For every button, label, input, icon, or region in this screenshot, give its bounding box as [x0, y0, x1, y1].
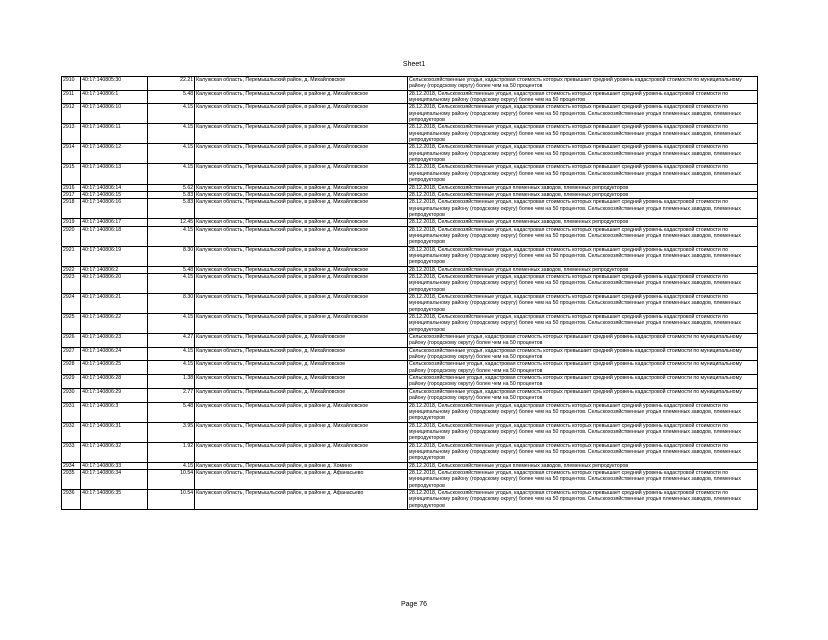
cell-location: Калужская область, Перемышльский район, в районе д. Михайловское	[195, 402, 408, 422]
cell-description: 28.12.2018, Сельскохозяйственные угодья, кадастровая стоимость которых превышает средний уровень кадастровой стоимости по муниципальному району (городскому округу) более чем на 50 процентов. Сельскохозяйственные угодья племенных заводов, племенных репродукторов	[407, 469, 757, 489]
cell-value: 4.15	[147, 361, 194, 375]
cell-row-number: 2927	[62, 347, 81, 361]
cell-row-number: 2917	[62, 191, 81, 198]
cell-description: Сельскохозяйственные угодья, кадастровая стоимость которых превышает средний уровень кадастровой стоимости по муниципальному району (городскому округу) более чем на 50 процентов	[407, 347, 757, 361]
cell-description: 28.12.2018, Сельскохозяйственные угодья племенных заводов, племенных репродукторов	[407, 184, 757, 191]
cell-value: 1.38	[147, 375, 194, 389]
table-row	[62, 469, 758, 489]
cell-description: 28.12.2018, Сельскохозяйственные угодья племенных заводов, племенных репродукторов	[407, 462, 757, 469]
cell-cadastral-number: 40:17:140805:30	[81, 77, 148, 91]
cell-cadastral-number: 40:17:140806:10	[81, 104, 148, 124]
cell-value: 5.48	[147, 90, 194, 104]
cell-value: 4.15	[147, 104, 194, 124]
cell-location: Калужская область, Перемышльский район, д. Михайловское	[195, 77, 408, 91]
cell-location: Калужская область, Перемышльский район, в районе д. Михайловское	[195, 219, 408, 226]
cell-location: Калужская область, Перемышльский район, в районе д. Михайловское	[195, 164, 408, 184]
cell-value: 8.30	[147, 246, 194, 266]
cell-row-number: 2918	[62, 199, 81, 219]
cell-value: 12.45	[147, 219, 194, 226]
table-row	[62, 294, 758, 314]
cell-value: 22.21	[147, 77, 194, 91]
cell-cadastral-number: 40:17:140806:12	[81, 144, 148, 164]
cell-location: Калужская область, Перемышльский район, д. Михайловское	[195, 388, 408, 402]
cell-value: 2.77	[147, 388, 194, 402]
cell-cadastral-number: 40:17:140806:31	[81, 422, 148, 442]
cell-description: 28.12.2018, Сельскохозяйственные угодья, кадастровая стоимость которых превышает средний уровень кадастровой стоимости по муниципальному району (городскому округу) более чем на 50 процентов. Сельскохозяйственные угодья племенных заводов, племенных репродукторов	[407, 246, 757, 266]
cell-description: 28.12.2018, Сельскохозяйственные угодья, кадастровая стоимость которых превышает средний уровень кадастровой стоимости по муниципальному району (городскому округу) более чем на 50 процентов. Сельскохозяйственные угодья племенных заводов, племенных репродукторов	[407, 314, 757, 334]
cell-description: 28.12.2018, Сельскохозяйственные угодья, кадастровая стоимость которых превышает средний уровень кадастровой стоимости по муниципальному району (городскому округу) более чем на 50 процентов. Сельскохозяйственные угодья племенных заводов, племенных репродукторов	[407, 124, 757, 144]
cell-description: 28.12.2018, Сельскохозяйственные угодья, кадастровая стоимость которых превышает средний уровень кадастровой стоимости по муниципальному району (городскому округу) более чем на 50 процентов. Сельскохозяйственные угодья племенных заводов, племенных репродукторов	[407, 273, 757, 293]
cell-cadastral-number: 40:17:140806:22	[81, 314, 148, 334]
cell-row-number: 2911	[62, 90, 81, 104]
cell-row-number: 2935	[62, 469, 81, 489]
cell-row-number: 2932	[62, 422, 81, 442]
cell-cadastral-number: 40:17:140806:23	[81, 334, 148, 348]
table-row	[62, 199, 758, 219]
cell-value: 10.54	[147, 489, 194, 509]
cell-cadastral-number: 40:17:140806:11	[81, 124, 148, 144]
cell-cadastral-number: 40:17:140806:21	[81, 294, 148, 314]
cell-location: Калужская область, Перемышльский район, в районе д. Михайловское	[195, 226, 408, 246]
cell-row-number: 2925	[62, 314, 81, 334]
cell-cadastral-number: 40:17:140806:13	[81, 164, 148, 184]
cell-value: 10.54	[147, 469, 194, 489]
cell-row-number: 2912	[62, 104, 81, 124]
cell-row-number: 2919	[62, 219, 81, 226]
table-row	[62, 124, 758, 144]
cell-value: 4.15	[147, 314, 194, 334]
table-row	[62, 191, 758, 198]
table-row	[62, 77, 758, 91]
cell-cadastral-number: 40:17:140806:1	[81, 90, 148, 104]
cell-location: Калужская область, Перемышльский район, в районе д. Афанасьево	[195, 489, 408, 509]
cell-cadastral-number: 40:17:140806:2	[81, 266, 148, 273]
cell-row-number: 2934	[62, 462, 81, 469]
cell-value: 8.30	[147, 294, 194, 314]
cell-cadastral-number: 40:17:140806:17	[81, 219, 148, 226]
cell-location: Калужская область, Перемышльский район, в районе д. Михайловское	[195, 314, 408, 334]
cell-description: 28.12.2018, Сельскохозяйственные угодья, кадастровая стоимость которых превышает средний уровень кадастровой стоимости по муниципальному району (городскому округу) более чем на 50 процентов. Сельскохозяйственные угодья племенных заводов, племенных репродукторов	[407, 489, 757, 509]
cell-cadastral-number: 40:17:140806:14	[81, 184, 148, 191]
cell-description: 28.12.2018, Сельскохозяйственные угодья, кадастровая стоимость которых превышает средний уровень кадастровой стоимости по муниципальному району (городскому округу) более чем на 50 процентов. Сельскохозяйственные угодья племенных заводов, племенных репродукторов	[407, 226, 757, 246]
cell-row-number: 2913	[62, 124, 81, 144]
cell-cadastral-number: 40:17:140806:24	[81, 347, 148, 361]
cell-value: 5.83	[147, 199, 194, 219]
cell-row-number: 2929	[62, 375, 81, 389]
cell-description: 28.12.2018, Сельскохозяйственные угодья, кадастровая стоимость которых превышает средний уровень кадастровой стоимости по муниципальному району (городскому округу) более чем на 50 процентов. Сельскохозяйственные угодья племенных заводов, племенных репродукторов	[407, 104, 757, 124]
table-row	[62, 334, 758, 348]
cell-row-number: 2916	[62, 184, 81, 191]
cell-cadastral-number: 40:17:140806:16	[81, 199, 148, 219]
cell-description: Сельскохозяйственные угодья, кадастровая стоимость которых превышает средний уровень кадастровой стоимости по муниципальному району (городскому округу) более чем на 50 процентов	[407, 375, 757, 389]
cell-value: 4.15	[147, 462, 194, 469]
cell-location: Калужская область, Перемышльский район, в районе д. Михайловское	[195, 191, 408, 198]
cell-location: Калужская область, Перемышльский район, в районе д. Михайловское	[195, 422, 408, 442]
table-row	[62, 273, 758, 293]
cell-description: 28.12.2018, Сельскохозяйственные угодья, кадастровая стоимость которых превышает средний уровень кадастровой стоимости по муниципальному району (городскому округу) более чем на 50 процентов. Сельскохозяйственные угодья племенных заводов, племенных репродукторов	[407, 442, 757, 462]
records-table	[61, 76, 758, 510]
cell-description: 28.12.2018, Сельскохозяйственные угодья, кадастровая стоимость которых превышает средний уровень кадастровой стоимости по муниципальному району (городскому округу) более чем на 50 процентов. Сельскохозяйственные угодья племенных заводов, племенных репродукторов	[407, 164, 757, 184]
table-row	[62, 266, 758, 273]
cell-description: Сельскохозяйственные угодья, кадастровая стоимость которых превышает средний уровень кадастровой стоимости по муниципальному району (городскому округу) более чем на 50 процентов	[407, 388, 757, 402]
cell-description: 28.12.2018, Сельскохозяйственные угодья племенных заводов, племенных репродукторов	[407, 219, 757, 226]
cell-row-number: 2910	[62, 77, 81, 91]
table-row	[62, 164, 758, 184]
table-row	[62, 347, 758, 361]
cell-row-number: 2924	[62, 294, 81, 314]
cell-value: 5.83	[147, 191, 194, 198]
table-row	[62, 442, 758, 462]
cell-cadastral-number: 40:17:140806:25	[81, 361, 148, 375]
cell-cadastral-number: 40:17:140806:34	[81, 469, 148, 489]
cell-location: Калужская область, Перемышльский район, в районе д. Михайловское	[195, 144, 408, 164]
table-row	[62, 388, 758, 402]
cell-location: Калужская область, Перемышльский район, в районе д. Михайловское	[195, 273, 408, 293]
cell-cadastral-number: 40:17:140806:29	[81, 388, 148, 402]
cell-row-number: 2936	[62, 489, 81, 509]
sheet-title: Sheet1	[402, 61, 426, 68]
page-number: Page 76	[400, 601, 428, 608]
cell-row-number: 2914	[62, 144, 81, 164]
cell-location: Калужская область, Перемышльский район, д. Михайловское	[195, 334, 408, 348]
cell-location: Калужская область, Перемышльский район, д. Михайловское	[195, 375, 408, 389]
cell-value: 5.48	[147, 402, 194, 422]
table-row	[62, 104, 758, 124]
cell-description: Сельскохозяйственные угодья, кадастровая стоимость которых превышает средний уровень кадастровой стоимости по муниципальному району (городскому округу) более чем на 50 процентов	[407, 361, 757, 375]
cell-location: Калужская область, Перемышльский район, в районе д. Михайловское	[195, 294, 408, 314]
cell-value: 5.62	[147, 184, 194, 191]
cell-location: Калужская область, Перемышльский район, в районе д. Михайловское	[195, 266, 408, 273]
table-row	[62, 184, 758, 191]
cell-cadastral-number: 40:17:140806:15	[81, 191, 148, 198]
cell-cadastral-number: 40:17:140806:18	[81, 226, 148, 246]
cell-row-number: 2915	[62, 164, 81, 184]
cell-value: 5.48	[147, 266, 194, 273]
table-row	[62, 489, 758, 509]
cell-cadastral-number: 40:17:140806:3	[81, 402, 148, 422]
records-table-body	[62, 77, 758, 510]
cell-cadastral-number: 40:17:140806:19	[81, 246, 148, 266]
cell-row-number: 2926	[62, 334, 81, 348]
cell-row-number: 2923	[62, 273, 81, 293]
cell-location: Калужская область, Перемышльский район, в районе д. Михайловское	[195, 124, 408, 144]
cell-value: 4.15	[147, 144, 194, 164]
cell-value: 4.15	[147, 226, 194, 246]
cell-description: 28.12.2018, Сельскохозяйственные угодья, кадастровая стоимость которых превышает средний уровень кадастровой стоимости по муниципальному району (городскому округу) более чем на 50 процентов	[407, 90, 757, 104]
cell-row-number: 2931	[62, 402, 81, 422]
cell-location: Калужская область, Перемышльский район, в районе д. Михайловское	[195, 90, 408, 104]
cell-location: Калужская область, Перемышльский район, в районе д. Михайловское	[195, 442, 408, 462]
cell-location: Калужская область, Перемышльский район, в районе д. Михайловское	[195, 184, 408, 191]
cell-location: Калужская область, Перемышльский район, в районе д. Михайловское	[195, 199, 408, 219]
cell-value: 1.92	[147, 442, 194, 462]
cell-description: 28.12.2018, Сельскохозяйственные угодья, кадастровая стоимость которых превышает средний уровень кадастровой стоимости по муниципальному району (городскому округу) более чем на 50 процентов. Сельскохозяйственные угодья племенных заводов, племенных репродукторов	[407, 144, 757, 164]
cell-cadastral-number: 40:17:140806:28	[81, 375, 148, 389]
cell-location: Калужская область, Перемышльский район, д. Михайловское	[195, 347, 408, 361]
cell-location: Калужская область, Перемышльский район, в районе д. Афанасьево	[195, 469, 408, 489]
table-row	[62, 314, 758, 334]
cell-row-number: 2933	[62, 442, 81, 462]
table-row	[62, 246, 758, 266]
table-row	[62, 402, 758, 422]
cell-description: 28.12.2018, Сельскохозяйственные угодья, кадастровая стоимость которых превышает средний уровень кадастровой стоимости по муниципальному району (городскому округу) более чем на 50 процентов. Сельскохозяйственные угодья племенных заводов, племенных репродукторов	[407, 199, 757, 219]
cell-value: 4.27	[147, 334, 194, 348]
cell-cadastral-number: 40:17:140806:32	[81, 442, 148, 462]
cell-cadastral-number: 40:17:140806:35	[81, 489, 148, 509]
cell-value: 4.15	[147, 347, 194, 361]
cell-description: 28.12.2018, Сельскохозяйственные угодья племенных заводов, племенных репродукторов	[407, 266, 757, 273]
cell-value: 4.15	[147, 124, 194, 144]
table-row	[62, 462, 758, 469]
table-row	[62, 144, 758, 164]
cell-cadastral-number: 40:17:140806:20	[81, 273, 148, 293]
table-row	[62, 219, 758, 226]
table-row	[62, 422, 758, 442]
cell-row-number: 2928	[62, 361, 81, 375]
table-row	[62, 361, 758, 375]
cell-location: Калужская область, Перемышльский район, в районе д. Михайловское	[195, 104, 408, 124]
cell-description: 28.12.2018, Сельскохозяйственные угодья, кадастровая стоимость которых превышает средний уровень кадастровой стоимости по муниципальному району (городскому округу) более чем на 50 процентов. Сельскохозяйственные угодья племенных заводов, племенных репродукторов	[407, 422, 757, 442]
cell-value: 3.95	[147, 422, 194, 442]
cell-value: 4.15	[147, 164, 194, 184]
cell-row-number: 2921	[62, 246, 81, 266]
cell-description: 28.12.2018, Сельскохозяйственные угодья, кадастровая стоимость которых превышает средний уровень кадастровой стоимости по муниципальному району (городскому округу) более чем на 50 процентов. Сельскохозяйственные угодья племенных заводов, племенных репродукторов	[407, 402, 757, 422]
cell-description: Сельскохозяйственные угодья, кадастровая стоимость которых превышает средний уровень кадастровой стоимости по муниципальному району (городскому округу) более чем на 50 процентов	[407, 334, 757, 348]
cell-description: 28.12.2018, Сельскохозяйственные угодья, кадастровая стоимость которых превышает средний уровень кадастровой стоимости по муниципальному району (городскому округу) более чем на 50 процентов. Сельскохозяйственные угодья племенных заводов, племенных репродукторов	[407, 294, 757, 314]
cell-description: 28.12.2018, Сельскохозяйственные угодья племенных заводов, племенных репродукторов	[407, 191, 757, 198]
table-row	[62, 90, 758, 104]
cell-row-number: 2930	[62, 388, 81, 402]
table-row	[62, 226, 758, 246]
cell-description: Сельскохозяйственные угодья, кадастровая стоимость которых превышает средний уровень кадастровой стоимости по муниципальному району (городскому округу) более чем на 50 процентов	[407, 77, 757, 91]
cell-location: Калужская область, Перемышльский район, в районе д. Хомино	[195, 462, 408, 469]
cell-row-number: 2922	[62, 266, 81, 273]
cell-location: Калужская область, Перемышльский район, д. Михайловское	[195, 361, 408, 375]
cell-row-number: 2920	[62, 226, 81, 246]
cell-location: Калужская область, Перемышльский район, в районе д. Михайловское	[195, 246, 408, 266]
cell-cadastral-number: 40:17:140806:33	[81, 462, 148, 469]
table-row	[62, 375, 758, 389]
cell-value: 4.15	[147, 273, 194, 293]
